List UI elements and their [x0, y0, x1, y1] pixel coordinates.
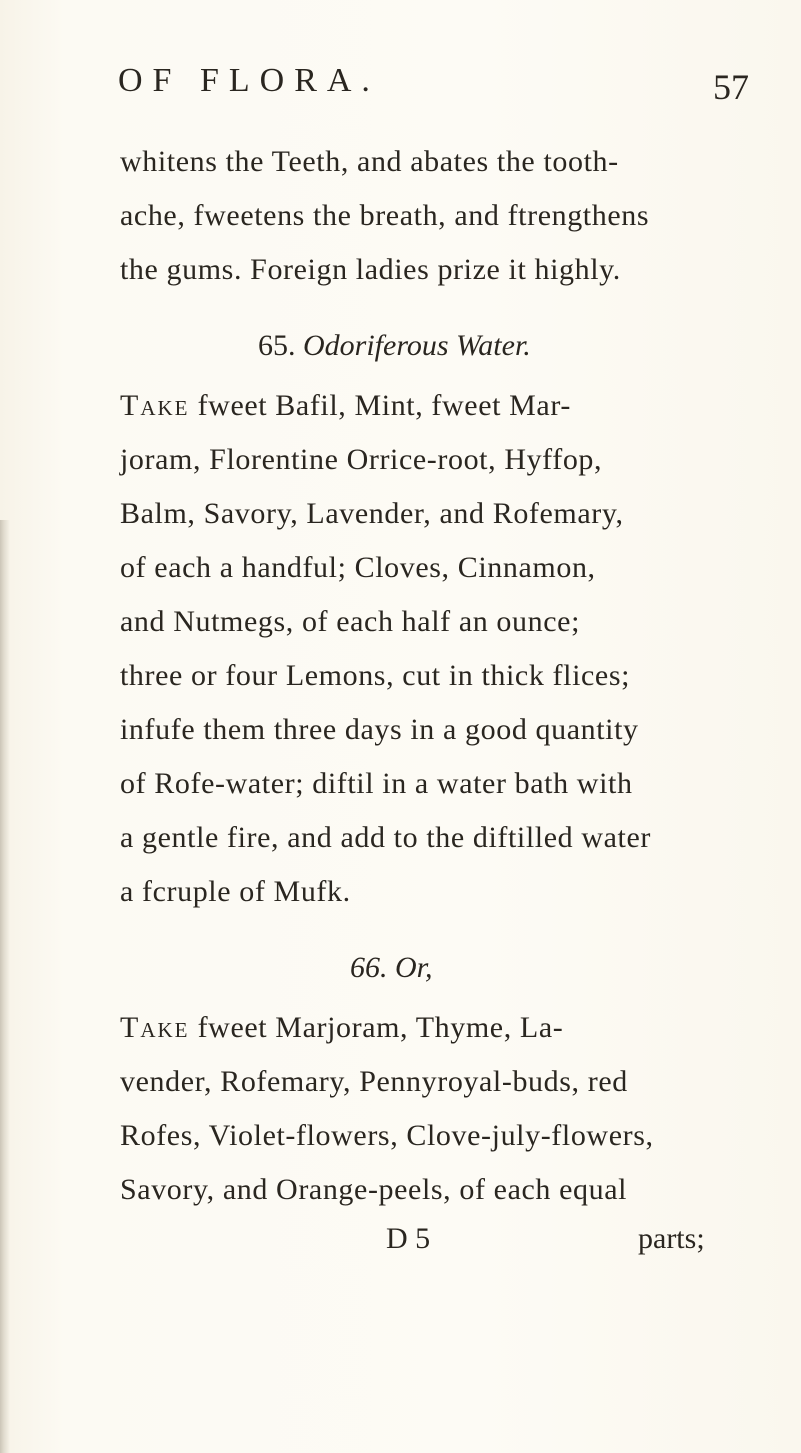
text-line: [120, 386, 710, 426]
lead-word: Take: [120, 1011, 190, 1044]
text-line: joram, Florentine Orrice-root, Hyffop,: [120, 443, 603, 476]
text-line-rest: fweet Marjoram, Thyme, La-: [189, 1011, 564, 1044]
recipe-heading-66: [350, 948, 433, 988]
page-number: 57: [713, 67, 749, 107]
text-line: Balm, Savory, Lavender, and Rofemary,: [120, 497, 624, 530]
text-line: Rofes, Violet-flowers, Clove-july-flowers,: [120, 1119, 654, 1152]
running-title: OF FLORA.: [118, 62, 380, 99]
text-line: of each a handful; Cloves, Cinnamon,: [120, 551, 596, 584]
page-footer: [0, 1222, 801, 1266]
text-line: a fcruple of Mufk.: [120, 875, 351, 908]
text-line-rest: fweet Bafil, Mint, fweet Mar-: [189, 389, 571, 422]
text-line: and Nutmegs, of each half an ounce;: [120, 605, 580, 638]
text-line: infufe them three days in a good quantity: [120, 713, 639, 746]
text-line: three or four Lemons, cut in thick flices;: [120, 659, 631, 692]
text-line: whitens the Teeth, and abates the tooth-: [120, 145, 619, 178]
text-line: Savory, and Orange-peels, of each equal: [120, 1173, 628, 1206]
page-header: [0, 62, 801, 122]
signature-mark: D 5: [386, 1222, 431, 1255]
recipe-number: 66.: [350, 951, 388, 984]
text-line: vender, Rofemary, Pennyroyal-buds, red: [120, 1065, 628, 1098]
text-line: the gums. Foreign ladies prize it highly.: [120, 253, 621, 286]
recipe-title: Or,: [395, 951, 433, 984]
text-line: a gentle fire, and add to the diftilled water: [120, 821, 651, 854]
text-line: [120, 1008, 710, 1048]
recipe-title: Odoriferous Water.: [303, 329, 531, 362]
lead-word: Take: [120, 389, 190, 422]
recipe-number: 65.: [258, 329, 296, 362]
page-gutter-shadow: [0, 520, 10, 1453]
text-line: ache, fweetens the breath, and ftrengthens: [120, 199, 650, 232]
text-line: of Rofe-water; diftil in a water bath with: [120, 767, 633, 800]
recipe-heading-65: [258, 326, 531, 366]
catchword: parts;: [638, 1222, 705, 1255]
